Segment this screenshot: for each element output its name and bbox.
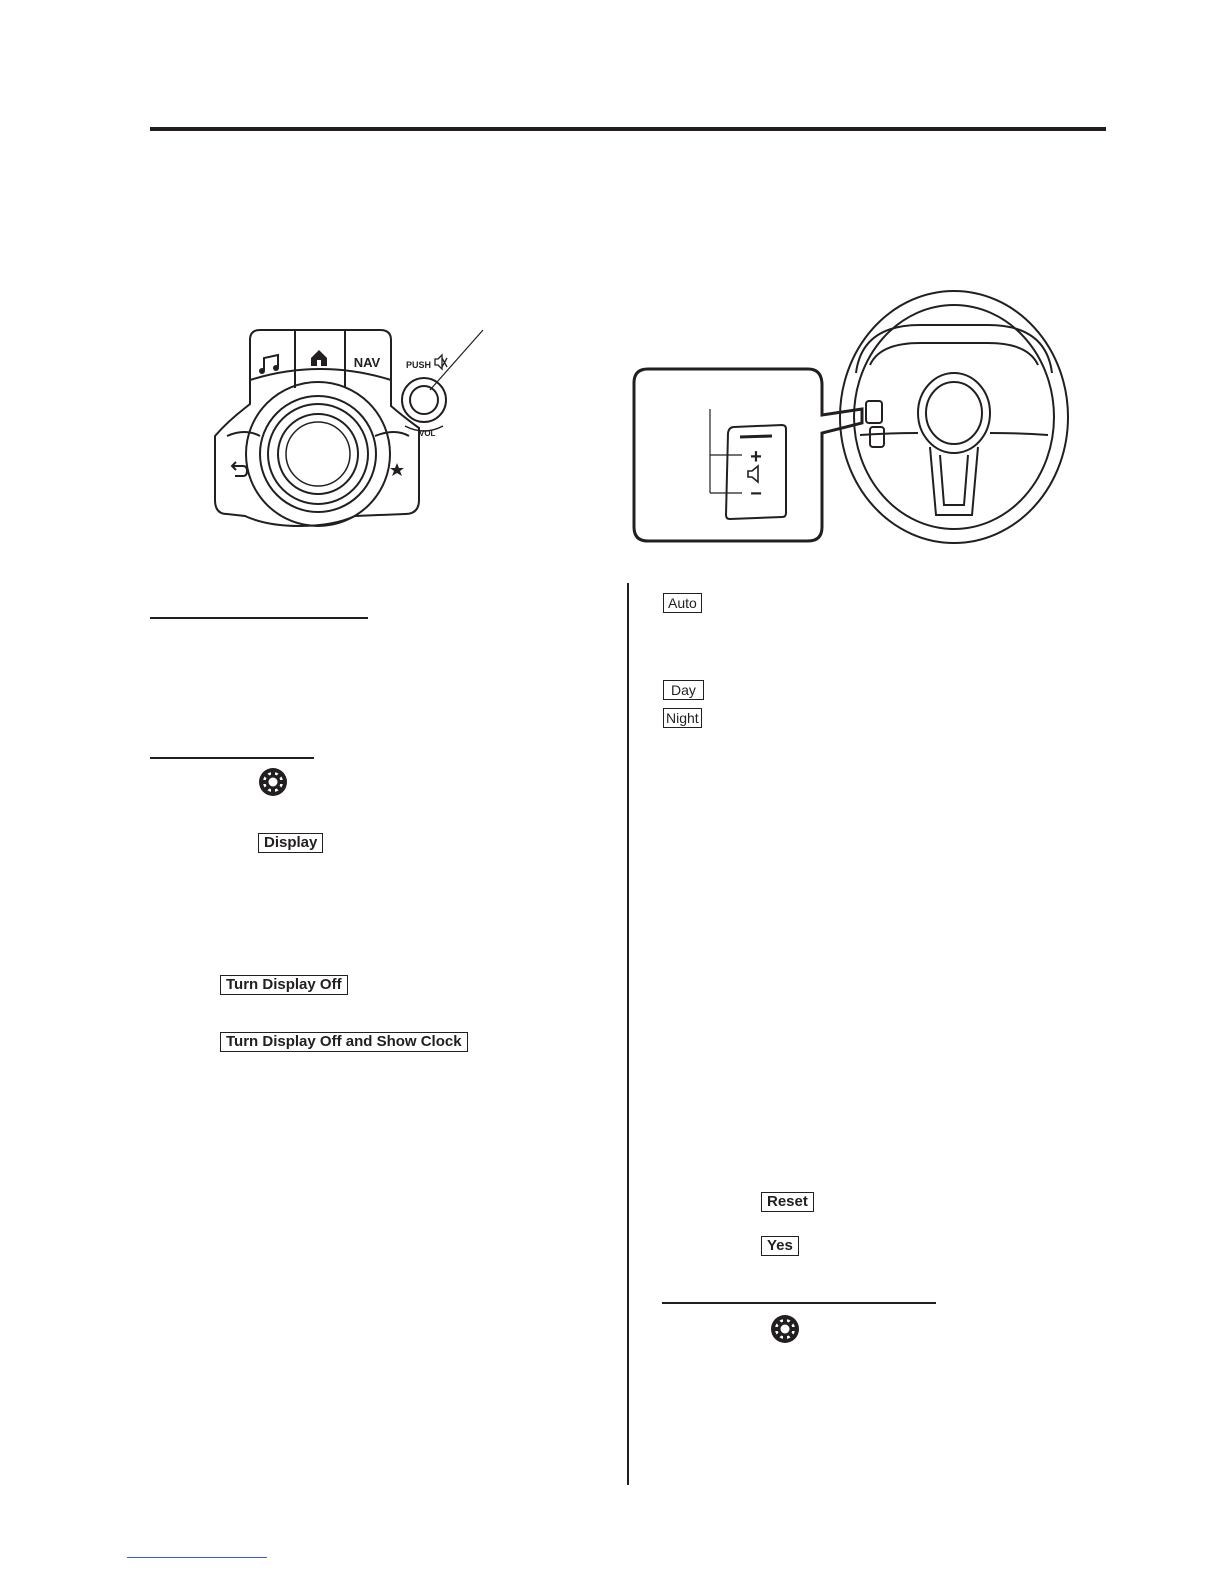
mute-icon	[435, 355, 447, 369]
reset-button[interactable]: Reset	[761, 1192, 814, 1212]
settings-gear-icon-2[interactable]	[770, 1314, 800, 1344]
settings-gear-icon[interactable]	[258, 767, 288, 797]
turn-display-off-button[interactable]: Turn Display Off	[220, 975, 348, 995]
day-button[interactable]: Day	[663, 680, 704, 700]
star-icon	[390, 463, 404, 476]
commander-switch-illustration	[205, 318, 505, 528]
section-heading-underline-2	[150, 757, 314, 759]
home-icon	[311, 350, 327, 366]
display-button[interactable]: Display	[258, 833, 323, 853]
column-divider	[627, 583, 629, 1485]
auto-button[interactable]: Auto	[663, 593, 702, 613]
turn-display-off-and-show-clock-button[interactable]: Turn Display Off and Show Clock	[220, 1032, 468, 1052]
volume-down-symbol: −	[750, 483, 762, 505]
yes-button[interactable]: Yes	[761, 1236, 799, 1256]
push-label: PUSH	[406, 360, 432, 370]
speaker-icon	[748, 466, 758, 482]
vol-label: VOL	[419, 429, 436, 438]
night-button[interactable]: Night	[663, 708, 702, 728]
nav-label: NAV	[353, 355, 381, 370]
music-note-icon	[259, 355, 279, 374]
steering-wheel-illustration	[630, 285, 1072, 550]
back-arrow-icon	[232, 462, 247, 476]
section-heading-underline-1	[150, 617, 368, 619]
volume-up-symbol: +	[750, 446, 762, 468]
section-heading-underline-3	[662, 1302, 936, 1304]
footer-link-underline[interactable]	[127, 1557, 267, 1558]
page-top-rule	[150, 127, 1106, 131]
